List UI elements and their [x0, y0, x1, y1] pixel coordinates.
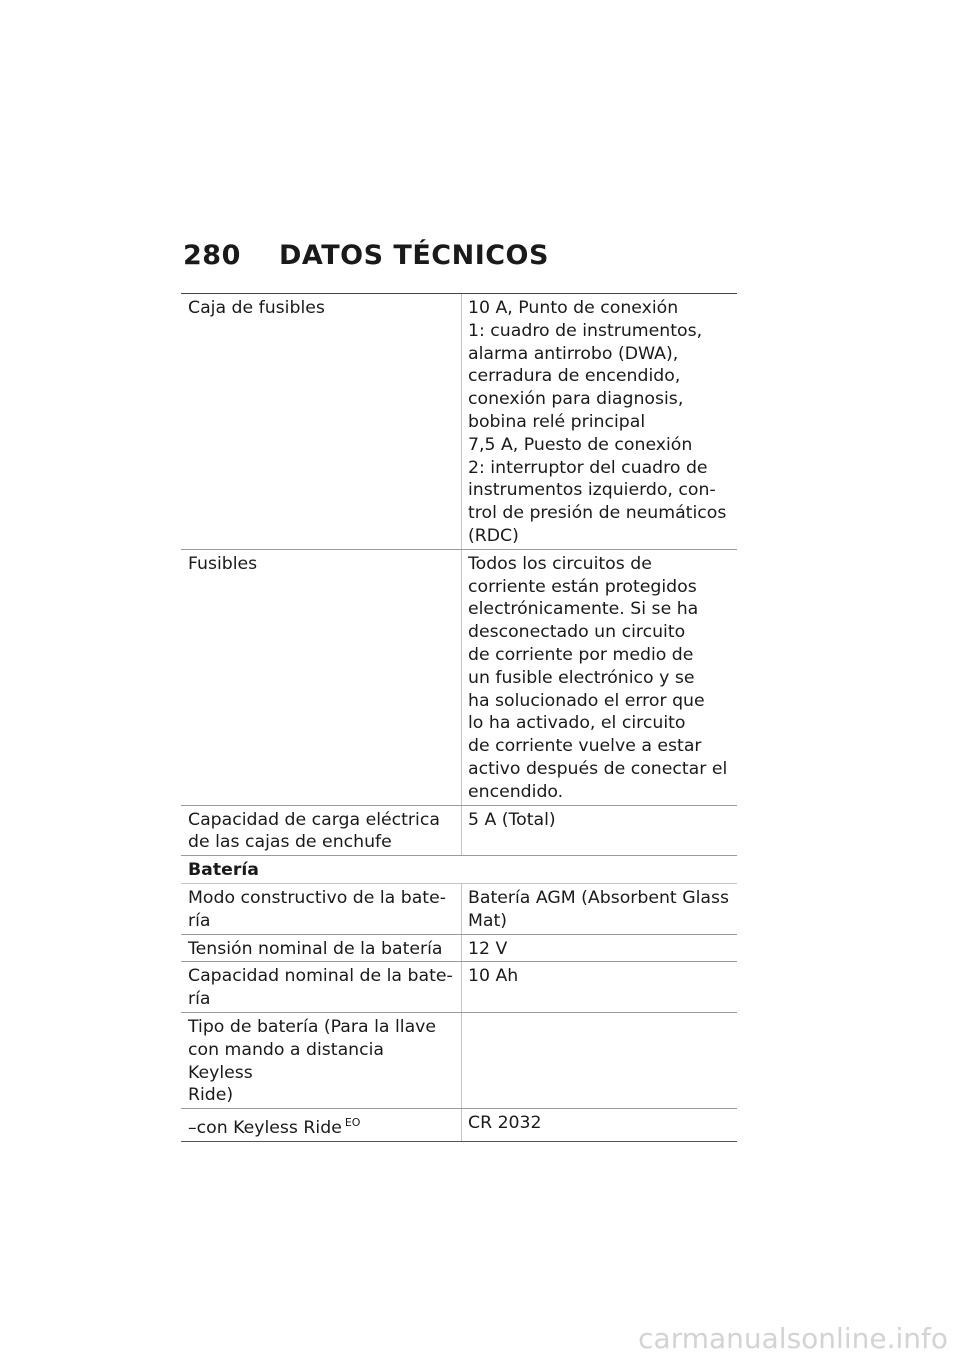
watermark: carmanualsonline.info — [638, 1322, 948, 1355]
spec-key-line: ría — [188, 989, 211, 1010]
spec-key-line: ría — [188, 910, 211, 931]
table-row — [181, 934, 737, 962]
spec-value-line: bobina relé principal — [468, 411, 646, 432]
spec-table — [181, 293, 737, 1142]
equipment-superscript: EO — [344, 1116, 361, 1130]
spec-key — [181, 1012, 462, 1108]
spec-value-line: (RDC) — [468, 525, 519, 546]
spec-value-line: activo después de conectar el — [468, 758, 728, 779]
spec-value-line: Mat) — [468, 910, 508, 931]
spec-value-line: 2: interruptor del cuadro de — [468, 457, 708, 478]
spec-key-line: con mando a distancia Keyless — [188, 1039, 385, 1083]
spec-key-line: Capacidad de carga eléctrica — [188, 809, 440, 830]
table-row — [181, 549, 737, 805]
spec-value-line: encendido. — [468, 781, 564, 802]
section-heading: Batería — [181, 856, 737, 884]
spec-key-line: de las cajas de enchufe — [188, 832, 392, 853]
page-title: DATOS TÉCNICOS — [279, 240, 549, 271]
spec-key-line: Modo constructivo de la bate- — [188, 887, 446, 908]
spec-value-line: electrónicamente. Si se ha — [468, 599, 699, 620]
spec-value-line: desconectado un circuito — [468, 622, 686, 643]
spec-value-line: ha solucionado el error que — [468, 690, 705, 711]
spec-value — [462, 294, 738, 550]
spec-value-line: 7,5 A, Puesto de conexión — [468, 434, 693, 455]
table-row — [181, 1012, 737, 1108]
spec-value-line: de corriente por medio de — [468, 644, 694, 665]
spec-key — [181, 805, 462, 856]
spec-key-text: –con Keyless Ride — [188, 1118, 342, 1139]
table-row — [181, 883, 737, 934]
spec-key: Caja de fusibles — [181, 294, 462, 550]
spec-value-line: alarma antirrobo (DWA), — [468, 343, 679, 364]
section-row — [181, 856, 737, 884]
spec-value: CR 2032 — [462, 1109, 738, 1142]
spec-value-line: 1: cuadro de instrumentos, — [468, 320, 703, 341]
table-row — [181, 294, 737, 550]
spec-value-line: trol de presión de neumáticos — [468, 503, 727, 524]
table-row — [181, 1109, 737, 1142]
spec-value-line: conexión para diagnosis, — [468, 389, 684, 410]
spec-key — [181, 962, 462, 1013]
spec-value: 12 V — [462, 934, 738, 962]
spec-key: Tensión nominal de la batería — [181, 934, 462, 962]
page-header — [183, 240, 549, 280]
spec-value-line: Todos los circuitos de — [468, 553, 652, 574]
spec-value-line: de corriente vuelve a estar — [468, 736, 702, 757]
spec-value-line: cerradura de encendido, — [468, 366, 681, 387]
spec-key — [181, 1109, 462, 1142]
spec-key: Fusibles — [181, 549, 462, 805]
spec-value: 5 A (Total) — [462, 805, 738, 856]
spec-value — [462, 883, 738, 934]
spec-value — [462, 1012, 738, 1108]
spec-value — [462, 549, 738, 805]
spec-value: 10 Ah — [462, 962, 738, 1013]
table-row — [181, 805, 737, 856]
spec-value-line: un fusible electrónico y se — [468, 667, 695, 688]
spec-value-line: lo ha activado, el circuito — [468, 713, 686, 734]
spec-key-line: Tipo de batería (Para la llave — [188, 1016, 437, 1037]
spec-value-line: 10 A, Punto de conexión — [468, 298, 679, 318]
spec-value-line: instrumentos izquierdo, con- — [468, 480, 716, 501]
spec-key-line: Capacidad nominal de la bate- — [188, 966, 453, 987]
spec-key — [181, 883, 462, 934]
spec-value-line: corriente están protegidos — [468, 576, 697, 597]
spec-key-line: Ride) — [188, 1085, 234, 1106]
table-row — [181, 962, 737, 1013]
page-number: 280 — [183, 240, 241, 271]
spec-value-line: Batería AGM (Absorbent Glass — [468, 887, 729, 908]
